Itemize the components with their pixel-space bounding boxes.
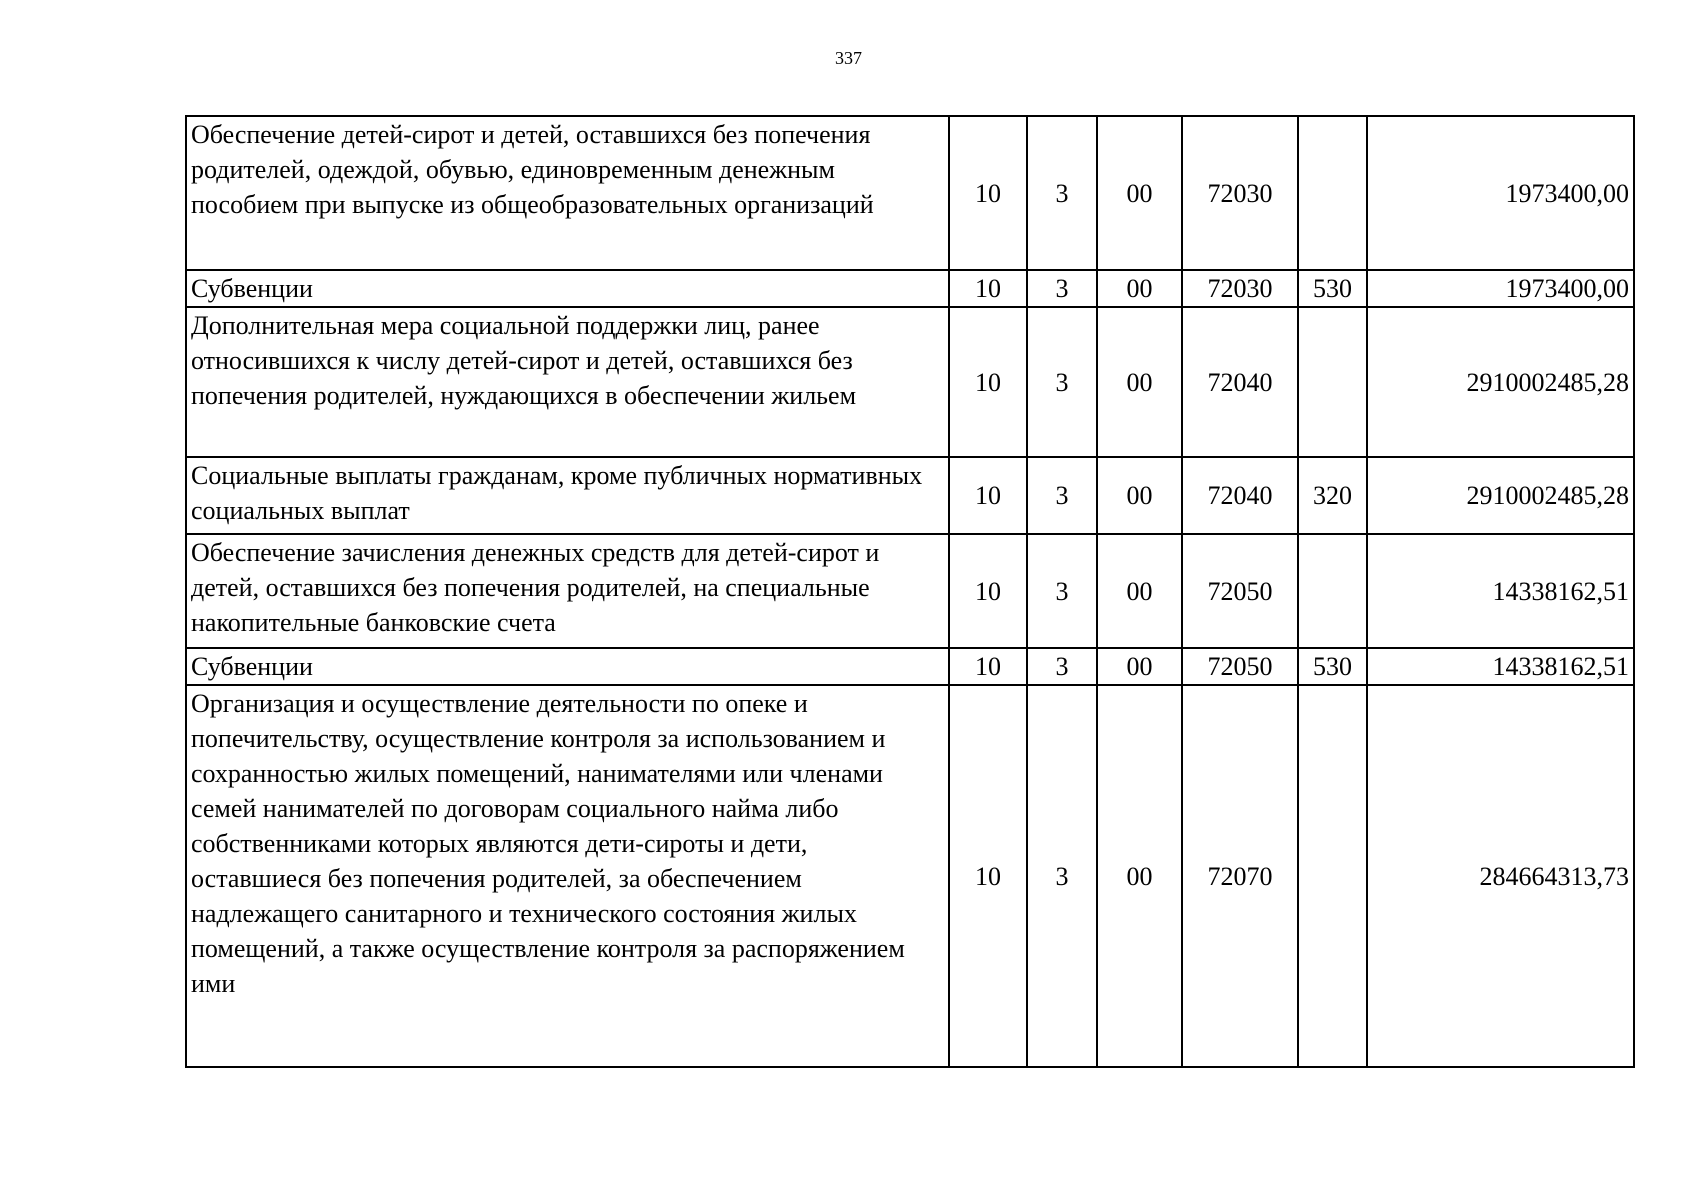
row-subsection: 3	[1027, 685, 1097, 1067]
row-name: Обеспечение детей-сирот и детей, оставшихся без попечения родителей, одеждой, обувью, единовременным денежным пособием при выпуске из общеобразовательных организаций	[186, 116, 949, 270]
row-subsection: 3	[1027, 116, 1097, 270]
row-expense-type: 320	[1298, 457, 1367, 534]
row-amount: 2910002485,28	[1367, 307, 1634, 457]
row-subsection: 3	[1027, 534, 1097, 648]
row-program: 00	[1097, 270, 1182, 307]
row-section: 10	[949, 270, 1027, 307]
row-name: Организация и осуществление деятельности по опеке и попечительству, осуществление контроля за использованием и сохранностью жилых помещений, нанимателями или членами семей нанимателей по договорам социального найма либо собственниками которых являются дети-сироты и дети, оставшиеся без попечения родителей, за обеспечением надлежащего санитарного и технического состояния жилых помещений, а также осуществление контроля за распоряжением ими	[186, 685, 949, 1067]
table-row	[186, 534, 1634, 648]
row-subsection: 3	[1027, 457, 1097, 534]
row-expense-type	[1298, 685, 1367, 1067]
table-row	[186, 648, 1634, 685]
row-section: 10	[949, 457, 1027, 534]
row-code: 72030	[1182, 270, 1298, 307]
table-row	[186, 116, 1634, 270]
row-expense-type: 530	[1298, 270, 1367, 307]
row-code: 72030	[1182, 116, 1298, 270]
row-expense-type	[1298, 534, 1367, 648]
row-subsection: 3	[1027, 648, 1097, 685]
row-section: 10	[949, 534, 1027, 648]
row-code: 72040	[1182, 457, 1298, 534]
table-row	[186, 457, 1634, 534]
row-program: 00	[1097, 457, 1182, 534]
table-row	[186, 307, 1634, 457]
row-subsection: 3	[1027, 270, 1097, 307]
row-amount: 1973400,00	[1367, 270, 1634, 307]
row-program: 00	[1097, 307, 1182, 457]
row-code: 72040	[1182, 307, 1298, 457]
row-name: Субвенции	[186, 648, 949, 685]
row-name: Дополнительная мера социальной поддержки лиц, ранее относившихся к числу детей-сирот и детей, оставшихся без попечения родителей, нуждающихся в обеспечении жильем	[186, 307, 949, 457]
row-amount: 2910002485,28	[1367, 457, 1634, 534]
row-name: Субвенции	[186, 270, 949, 307]
table-row	[186, 685, 1634, 1067]
row-code: 72070	[1182, 685, 1298, 1067]
row-program: 00	[1097, 116, 1182, 270]
row-amount: 1973400,00	[1367, 116, 1634, 270]
row-name: Обеспечение зачисления денежных средств для детей-сирот и детей, оставшихся без попечения родителей, на специальные накопительные банковские счета	[186, 534, 949, 648]
row-code: 72050	[1182, 534, 1298, 648]
row-subsection: 3	[1027, 307, 1097, 457]
row-amount: 284664313,73	[1367, 685, 1634, 1067]
row-amount: 14338162,51	[1367, 648, 1634, 685]
row-program: 00	[1097, 685, 1182, 1067]
row-section: 10	[949, 116, 1027, 270]
table-row	[186, 270, 1634, 307]
row-program: 00	[1097, 648, 1182, 685]
row-section: 10	[949, 648, 1027, 685]
row-name: Социальные выплаты гражданам, кроме публичных нормативных социальных выплат	[186, 457, 949, 534]
row-section: 10	[949, 685, 1027, 1067]
row-expense-type	[1298, 307, 1367, 457]
row-program: 00	[1097, 534, 1182, 648]
page-number: 337	[835, 48, 862, 68]
row-code: 72050	[1182, 648, 1298, 685]
row-section: 10	[949, 307, 1027, 457]
row-amount: 14338162,51	[1367, 534, 1634, 648]
row-expense-type: 530	[1298, 648, 1367, 685]
budget-table	[185, 115, 1635, 1068]
row-expense-type	[1298, 116, 1367, 270]
